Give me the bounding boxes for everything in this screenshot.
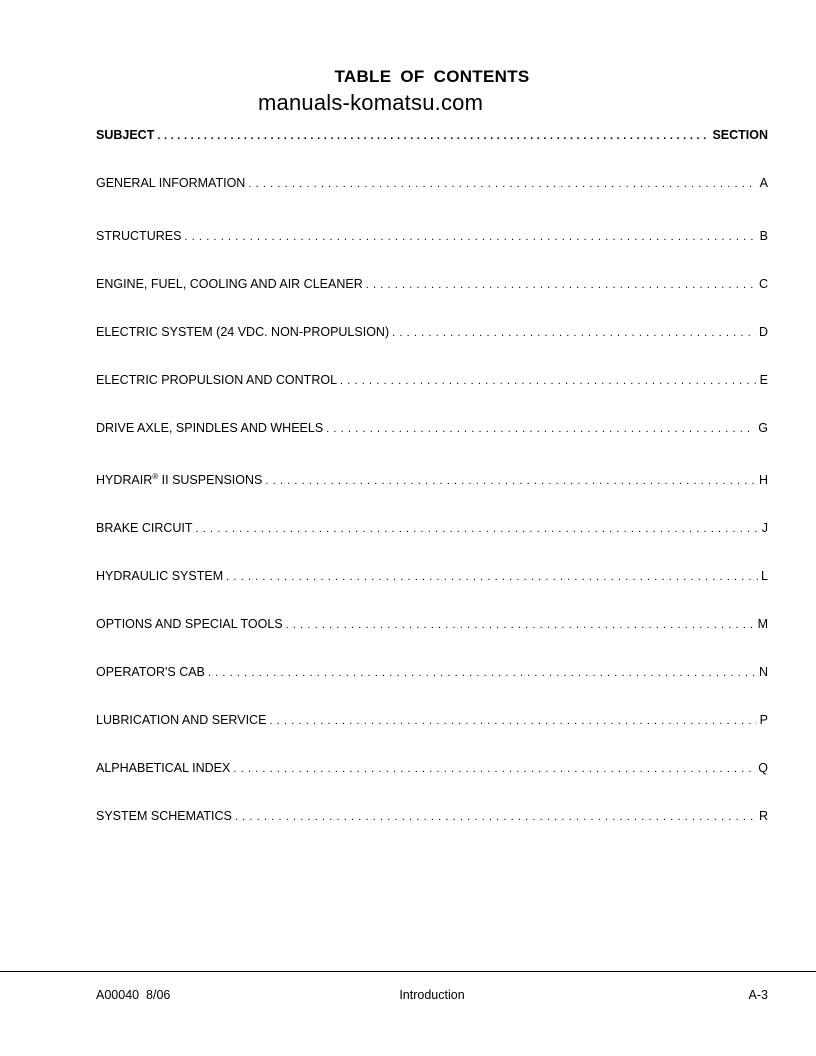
footer-doc-id: A00040 8/06 bbox=[96, 988, 171, 1002]
toc-entry[interactable] bbox=[96, 325, 768, 341]
toc-entry-subject: DRIVE AXLE, SPINDLES AND WHEELS bbox=[96, 421, 324, 435]
toc-header-subject: SUBJECT bbox=[96, 128, 155, 142]
registered-mark: ® bbox=[152, 473, 159, 481]
toc-entry-section: R bbox=[758, 809, 768, 823]
toc-entry-section: C bbox=[758, 277, 768, 291]
dot-leader bbox=[196, 523, 759, 535]
toc-entry-subject: ALPHABETICAL INDEX bbox=[96, 761, 231, 775]
toc-entry-section: H bbox=[758, 473, 768, 487]
toc-entry-section: Q bbox=[758, 761, 768, 775]
toc-entry-subject: OPTIONS AND SPECIAL TOOLS bbox=[96, 617, 283, 631]
dot-leader bbox=[265, 475, 756, 487]
toc-entry[interactable] bbox=[96, 277, 768, 293]
dot-leader bbox=[226, 571, 758, 583]
toc-entry[interactable] bbox=[96, 473, 768, 489]
toc-entry-section: E bbox=[759, 373, 768, 387]
dot-leader bbox=[233, 763, 755, 775]
toc-entry-section: J bbox=[761, 521, 768, 535]
footer-chapter: Introduction bbox=[399, 988, 465, 1002]
watermark-url: manuals-komatsu.com bbox=[258, 90, 484, 115]
toc-entry-subject: HYDRAULIC SYSTEM bbox=[96, 569, 224, 583]
dot-leader bbox=[366, 279, 756, 291]
dot-leader bbox=[157, 130, 709, 142]
toc-header-section: SECTION bbox=[712, 128, 768, 142]
subject-suffix: II SUSPENSIONS bbox=[158, 473, 263, 487]
toc-entry-section: P bbox=[759, 713, 768, 727]
toc-entry-section: L bbox=[761, 569, 768, 583]
toc-entry[interactable] bbox=[96, 421, 768, 437]
toc-entry[interactable] bbox=[96, 569, 768, 585]
dot-leader bbox=[248, 178, 756, 190]
dot-leader bbox=[286, 619, 755, 631]
toc-entry[interactable] bbox=[96, 665, 768, 681]
subject-prefix: HYDRAIR bbox=[96, 473, 153, 487]
toc-entry[interactable] bbox=[96, 713, 768, 729]
toc-entry-section: N bbox=[758, 665, 768, 679]
dot-leader bbox=[269, 715, 756, 727]
dot-leader bbox=[392, 327, 756, 339]
toc-entry-subject: OPERATOR'S CAB bbox=[96, 665, 205, 679]
toc-entry-subject bbox=[96, 473, 265, 487]
toc-entry-section: D bbox=[758, 325, 768, 339]
toc-entry[interactable] bbox=[96, 373, 768, 389]
toc-entry-section: B bbox=[759, 229, 768, 243]
toc-header bbox=[96, 128, 768, 144]
dot-leader bbox=[340, 375, 757, 387]
footer-divider bbox=[0, 971, 816, 972]
toc-entry[interactable] bbox=[96, 229, 768, 245]
toc-entry[interactable] bbox=[96, 176, 768, 192]
toc-entry-subject: ENGINE, FUEL, COOLING AND AIR CLEANER bbox=[96, 277, 363, 291]
footer-page-number: A-3 bbox=[748, 988, 768, 1002]
toc-entry-subject: ELECTRIC SYSTEM (24 VDC. NON-PROPULSION) bbox=[96, 325, 390, 339]
toc-entry-section: A bbox=[759, 176, 768, 190]
toc-entry-subject: ELECTRIC PROPULSION AND CONTROL bbox=[96, 373, 338, 387]
dot-leader bbox=[184, 231, 756, 243]
page-title: TABLE OF CONTENTS bbox=[334, 67, 530, 86]
toc-entry-subject: BRAKE CIRCUIT bbox=[96, 521, 193, 535]
toc-entry-subject: LUBRICATION AND SERVICE bbox=[96, 713, 267, 727]
toc-entry-section: G bbox=[758, 421, 768, 435]
toc-entry[interactable] bbox=[96, 809, 768, 825]
toc-entry[interactable] bbox=[96, 521, 768, 537]
toc-entry[interactable] bbox=[96, 617, 768, 633]
toc-entry[interactable] bbox=[96, 761, 768, 777]
dot-leader bbox=[208, 667, 756, 679]
toc-entry-subject: STRUCTURES bbox=[96, 229, 182, 243]
toc-entry-subject: SYSTEM SCHEMATICS bbox=[96, 809, 232, 823]
dot-leader bbox=[326, 423, 755, 435]
dot-leader bbox=[235, 811, 756, 823]
toc-entry-subject: GENERAL INFORMATION bbox=[96, 176, 246, 190]
toc-entry-section: M bbox=[757, 617, 768, 631]
